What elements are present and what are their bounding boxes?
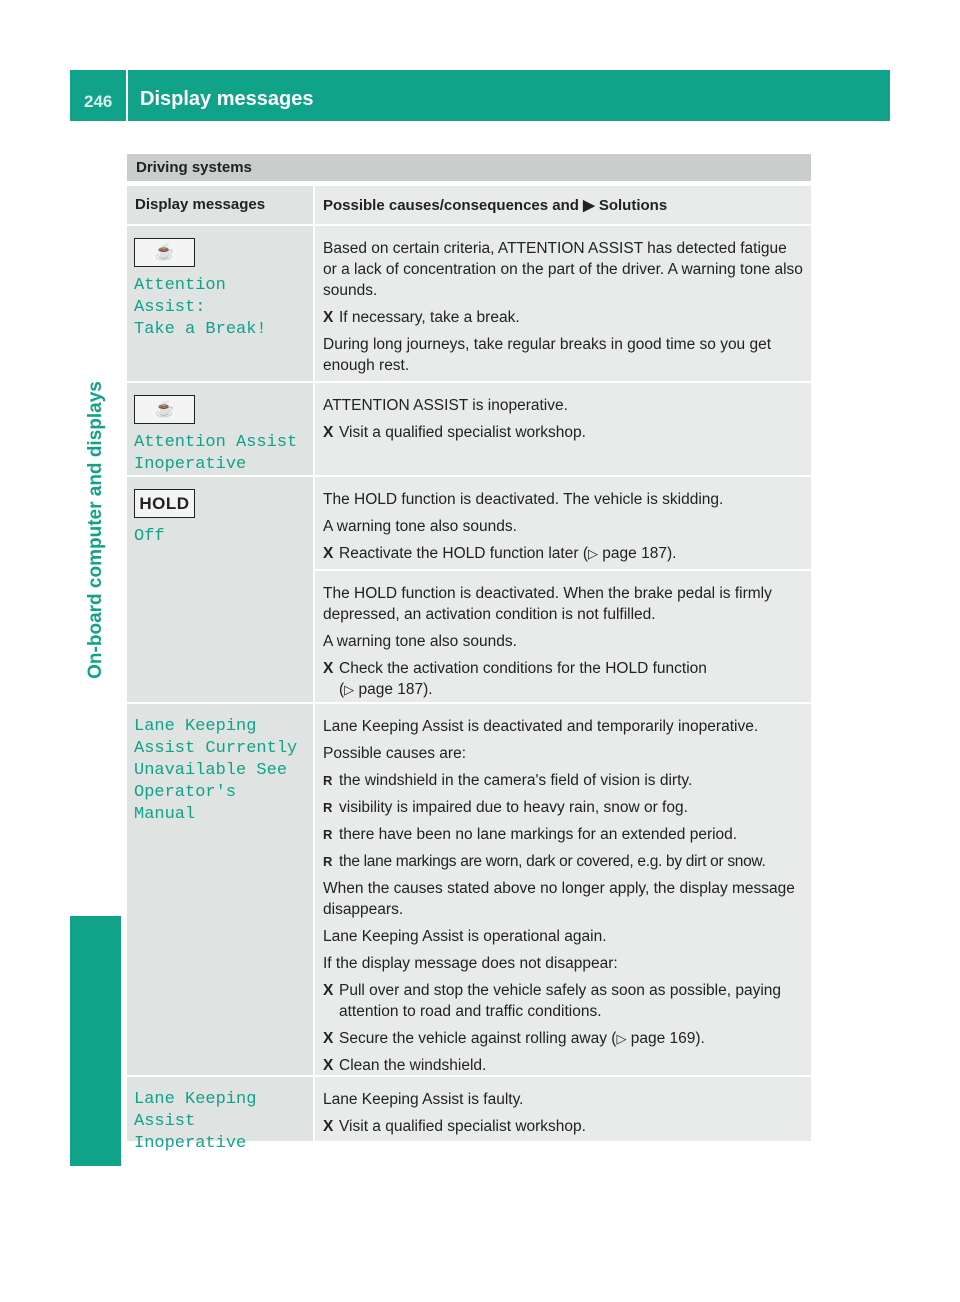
play-arrow-icon: ▶ [583, 197, 595, 214]
action-step: X Reactivate the HOLD function later (▷ page 187). [323, 545, 677, 562]
display-message: Off [134, 527, 165, 546]
cause-bullet: R there have been no lane markings for an extended period. [323, 826, 738, 843]
action-step: X If necessary, take a break. [323, 309, 520, 326]
description: A warning tone also sounds. [323, 518, 517, 535]
page-reference-icon: ▷ [587, 546, 598, 561]
display-message: Attention Assist Inoperative [134, 433, 298, 474]
description: Lane Keeping Assist is faulty. [323, 1091, 524, 1108]
action-step: X Secure the vehicle against rolling away (▷ page 169). [323, 1030, 705, 1047]
side-tab-marker [70, 916, 121, 1166]
column-header-messages: Display messages [127, 186, 313, 224]
message-cell-attention-inoperative [127, 383, 313, 475]
cause-bullet: R the lane markings are worn, dark or covered, e.g. by dirt or snow. [323, 853, 766, 870]
message-cell-lane-inoperative [127, 1077, 313, 1153]
description: Possible causes are: [323, 745, 467, 762]
solution-cell-attention-inoperative [315, 383, 811, 475]
message-cell-hold-off [127, 477, 313, 702]
table-title: Driving systems [127, 154, 811, 181]
page-reference-icon: ▷ [616, 1031, 627, 1046]
page-reference-icon: ▷ [344, 682, 355, 697]
solution-cell-lane-inoperative [315, 1077, 811, 1141]
hold-icon: HOLD [134, 489, 195, 518]
description: The HOLD function is deactivated. When the brake pedal is firmly depressed, an activation condition is not fulfilled. [323, 585, 772, 623]
description: A warning tone also sounds. [323, 633, 517, 650]
description: During long journeys, take regular breaks in good time so you get enough rest. [323, 336, 772, 374]
description: ATTENTION ASSIST is inoperative. [323, 397, 568, 414]
description: Lane Keeping Assist is operational again. [323, 928, 607, 945]
solution-cell-attention-break [315, 226, 811, 381]
column-header-prefix: Possible causes/consequences and [323, 197, 584, 214]
action-step: X Check the activation conditions for the HOLD function (▷ page 187). [323, 660, 707, 698]
display-message: Attention Assist: Take a Break! [134, 276, 267, 339]
solution-cell-hold-skidding [315, 477, 811, 569]
solution-cell-lane-unavailable [315, 704, 811, 1075]
action-step: X Visit a qualified specialist workshop. [323, 424, 586, 441]
description: When the causes stated above no longer apply, the display message disappears. [323, 880, 795, 918]
column-header-solutions [315, 186, 811, 224]
solution-cell-hold-brake [315, 571, 811, 702]
description: The HOLD function is deactivated. The vehicle is skidding. [323, 491, 724, 508]
description: Lane Keeping Assist is deactivated and temporarily inoperative. [323, 718, 759, 735]
coffee-cup-icon: ☕ [134, 238, 195, 267]
action-step: X Pull over and stop the vehicle safely as soon as possible, paying attention to road and traffic conditions. [323, 982, 782, 1020]
cause-bullet: R the windshield in the camera's field of vision is dirty. [323, 772, 693, 789]
display-message: Lane Keeping Assist Currently Unavailable See Operator's Manual [134, 717, 298, 824]
display-message: Lane Keeping Assist Inoperative [134, 1090, 257, 1153]
description: If the display message does not disappear: [323, 955, 618, 972]
message-cell-lane-unavailable [127, 704, 313, 1075]
cause-bullet: R visibility is impaired due to heavy rain, snow or fog. [323, 799, 688, 816]
action-step: X Clean the windshield. [323, 1057, 487, 1074]
side-tab-label: On-board computer and displays [85, 381, 106, 679]
description: Based on certain criteria, ATTENTION ASSIST has detected fatigue or a lack of concentration on the part of the driver. A warning tone also sounds. [323, 240, 803, 299]
header-divider [126, 70, 128, 121]
message-cell-attention-break [127, 226, 313, 381]
coffee-cup-icon: ☕ [134, 395, 195, 424]
section-title: Display messages [140, 88, 314, 110]
column-header-suffix: Solutions [594, 197, 668, 214]
action-step: X Visit a qualified specialist workshop. [323, 1118, 586, 1135]
page-number: 246 [84, 92, 113, 111]
